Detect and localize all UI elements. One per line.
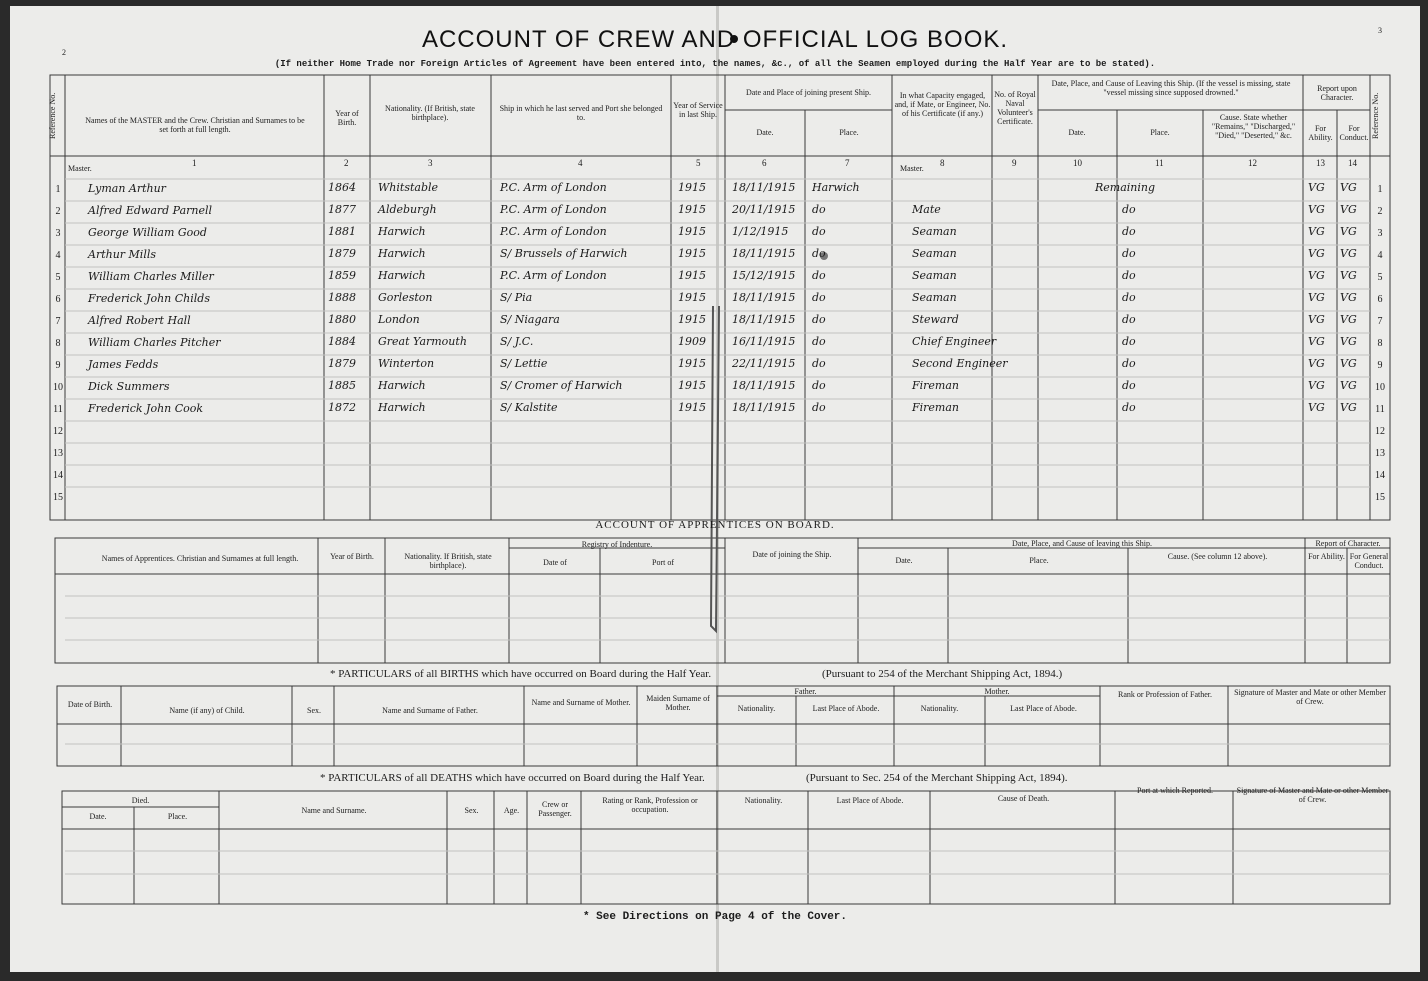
master-label: Master.	[68, 164, 92, 173]
colnum-2: 2	[344, 158, 349, 168]
left-page-number: 2	[62, 48, 66, 57]
row-number: 7	[55, 316, 61, 327]
crew-cell-cause: do	[1122, 335, 1136, 348]
colnum-9: 9	[1012, 158, 1017, 168]
crew-cell-nat: Winterton	[378, 357, 435, 370]
crew-cell-year: 1859	[328, 269, 356, 282]
crew-cell-cap: Seaman	[912, 225, 957, 238]
crew-cell-cause: do	[1122, 247, 1136, 260]
crew-cell-name: Frederick John Childs	[88, 292, 210, 305]
appr-conduct-header: For General Conduct.	[1349, 552, 1389, 570]
crew-cell-cause: do	[1122, 203, 1136, 216]
crew-cell-svc: 1915	[678, 225, 706, 238]
crew-cell-year: 1885	[328, 379, 356, 392]
birth-child-header: Name (if any) of Child.	[169, 706, 245, 715]
crew-cell-co: VG	[1340, 335, 1357, 348]
colnum-8: 8	[940, 158, 945, 168]
crew-cell-ab: VG	[1308, 379, 1325, 392]
death-age-header: Age.	[503, 806, 520, 815]
crew-cell-co: VG	[1340, 225, 1357, 238]
row-number: 1	[1377, 184, 1383, 195]
crew-cell-name: Dick Summers	[88, 380, 170, 393]
col-joining-header: Date and Place of joining present Ship.	[745, 88, 872, 97]
row-number: 6	[1377, 294, 1383, 305]
crew-cell-ship: P.C. Arm of London	[500, 225, 607, 238]
crew-cell-cap: Seaman	[912, 291, 957, 304]
crew-cell-name: James Fedds	[88, 358, 159, 371]
colnum-13: 13	[1316, 158, 1325, 168]
crew-cell-year: 1877	[328, 203, 356, 216]
death-nat-header: Nationality.	[744, 796, 783, 805]
death-signature-header: Signature of Master and Mate or other Member of Crew.	[1236, 786, 1389, 804]
crew-cell-ab: VG	[1308, 269, 1325, 282]
crew-cell-place: Harwich	[812, 181, 860, 194]
col-conduct-header: For Conduct.	[1339, 124, 1369, 142]
crew-cell-nat: Great Yarmouth	[378, 335, 467, 348]
row-number: 4	[55, 250, 61, 261]
crew-cell-year: 1881	[328, 225, 356, 238]
row-number: 10	[53, 382, 63, 393]
crew-cell-cause: do	[1122, 401, 1136, 414]
crew-cell-year: 1888	[328, 291, 356, 304]
crew-cell-name: William Charles Pitcher	[88, 336, 221, 349]
crew-cell-cause: do	[1122, 379, 1136, 392]
crew-cell-cap: Fireman	[912, 401, 959, 414]
crew-cell-svc: 1915	[678, 203, 706, 216]
death-rating-header: Rating or Rank, Profession or occupation.	[602, 796, 698, 814]
footer-note: * See Directions on Page 4 of the Cover.	[582, 911, 848, 923]
crew-cell-svc: 1915	[678, 313, 706, 326]
appr-registry-header: Registry of Indenture.	[581, 540, 653, 549]
row-number: 11	[1375, 404, 1385, 415]
crew-cell-cap: Chief Engineer	[912, 335, 997, 348]
crew-cell-ab: VG	[1308, 313, 1325, 326]
row-number: 8	[55, 338, 61, 349]
birth-mother-header: Mother.	[984, 687, 1010, 696]
row-number: 3	[55, 228, 61, 239]
birth-date-header: Date of Birth.	[67, 700, 113, 709]
master-label-capacity: Master.	[900, 164, 924, 173]
crew-cell-nat: Harwich	[378, 401, 426, 414]
row-number: 6	[55, 294, 61, 305]
crew-cell-year: 1872	[328, 401, 356, 414]
right-page-number: 3	[1378, 26, 1382, 35]
col-ship-header: Ship in which he last served and Port she belonged to.	[499, 104, 663, 122]
crew-cell-co: VG	[1340, 203, 1357, 216]
appr-join-header: Date of joining the Ship.	[752, 550, 832, 559]
death-place-header: Place.	[167, 812, 188, 821]
crew-cell-year: 1879	[328, 247, 356, 260]
colnum-7: 7	[845, 158, 850, 168]
col-year-header: Year of Birth.	[335, 109, 359, 127]
appr-names-header: Names of Apprentices. Christian and Surnames at full length.	[101, 554, 299, 563]
birth-rank-header: Rank or Profession of Father.	[1118, 690, 1212, 699]
crew-cell-name: Arthur Mills	[88, 248, 157, 261]
row-number: 7	[1377, 316, 1383, 327]
crew-cell-place: do	[812, 357, 826, 370]
row-number: 3	[1377, 228, 1383, 239]
row-number: 2	[55, 206, 61, 217]
crew-cell-date: 15/12/1915	[732, 269, 796, 282]
crew-cell-cap: Seaman	[912, 269, 957, 282]
death-crew-header: Crew or Passenger.	[538, 800, 572, 818]
death-name-header: Name and Surname.	[301, 806, 367, 815]
row-number: 15	[53, 492, 63, 503]
crew-cell-ab: VG	[1308, 203, 1325, 216]
crew-cell-cap: Fireman	[912, 379, 959, 392]
appr-leave-place-header: Place.	[1029, 556, 1049, 565]
row-number: 9	[55, 360, 61, 371]
row-number: 13	[53, 448, 63, 459]
col-join-place-header: Place.	[839, 128, 859, 137]
row-number: 11	[53, 404, 63, 415]
crew-cell-place: do	[812, 401, 826, 414]
crew-cell-nat: Aldeburgh	[378, 203, 437, 216]
appr-ability-header: For Ability.	[1308, 552, 1345, 561]
appr-leave-date-header: Date.	[895, 556, 913, 565]
crew-cell-name: William Charles Miller	[88, 270, 214, 283]
row-number: 1	[55, 184, 61, 195]
death-port-header: Port at which Reported.	[1137, 786, 1213, 795]
birth-father-name-header: Name and Surname of Father.	[382, 706, 478, 715]
crew-cell-date: 18/11/1915	[732, 313, 796, 326]
crew-cell-date: 18/11/1915	[732, 181, 796, 194]
birth-mother-name-header: Name and Surname of Mother.	[531, 698, 631, 707]
crew-cell-cause: do	[1122, 291, 1136, 304]
crew-cell-name: Frederick John Cook	[88, 402, 204, 415]
crew-cell-svc: 1915	[678, 357, 706, 370]
crew-cell-nat: Whitstable	[378, 181, 439, 194]
crew-cell-place: do	[812, 313, 826, 326]
colnum-5: 5	[696, 158, 701, 168]
crew-cell-cap: Steward	[912, 313, 959, 326]
crew-cell-date: 22/11/1915	[732, 357, 796, 370]
birth-signature-header: Signature of Master and Mate or other Member of Crew.	[1234, 688, 1386, 706]
births-act: (Pursuant to 254 of the Merchant Shipping Act, 1894.)	[822, 668, 1063, 680]
crew-cell-ship: S/ Lettie	[500, 357, 548, 370]
crew-cell-date: 18/11/1915	[732, 379, 796, 392]
births-title: * PARTICULARS of all BIRTHS which have occurred on Board during the Half Year.	[330, 668, 712, 680]
colnum-10: 10	[1073, 158, 1082, 168]
crew-cell-nat: Harwich	[378, 247, 426, 260]
crew-cell-year: 1879	[328, 357, 356, 370]
crew-cell-co: VG	[1340, 379, 1357, 392]
crew-cell-cap: Seaman	[912, 247, 957, 260]
crew-cell-ab: VG	[1308, 247, 1325, 260]
row-number: 15	[1375, 492, 1385, 503]
crew-cell-ship: S/ Brussels of Harwich	[500, 247, 628, 260]
apprentices-title: ACCOUNT OF APPRENTICES ON BOARD.	[595, 519, 835, 531]
crew-cell-nat: London	[378, 313, 420, 326]
crew-cell-date: 18/11/1915	[732, 291, 796, 304]
col-join-date-header: Date.	[756, 128, 774, 137]
col-ability-header: For Ability.	[1308, 124, 1333, 142]
crew-cell-co: VG	[1340, 269, 1357, 282]
crew-cell-svc: 1915	[678, 269, 706, 282]
crew-cell-ab: VG	[1308, 357, 1325, 370]
crew-cell-ab: VG	[1308, 335, 1325, 348]
crew-cell-name: George William Good	[88, 226, 207, 239]
crew-cell-date: 20/11/1915	[732, 203, 796, 216]
colnum-3: 3	[428, 158, 433, 168]
row-number: 12	[1375, 426, 1385, 437]
crew-cell-co: VG	[1340, 313, 1357, 326]
crew-cell-ship: S/ J.C.	[500, 335, 534, 348]
row-number: 4	[1377, 250, 1383, 261]
death-died-header: Died.	[131, 796, 150, 805]
col-leaving-header: Date, Place, and Cause of Leaving this Ship. (If the vessel is missing, state "vessel missing since supposed drowned."	[1051, 79, 1291, 97]
col-rnv-header: No. of Royal Naval Volunteer's Certificate.	[994, 90, 1036, 126]
row-number: 8	[1377, 338, 1383, 349]
colnum-14: 14	[1348, 158, 1357, 168]
crew-cell-year: 1880	[328, 313, 356, 326]
crew-cell-name: Alfred Robert Hall	[88, 314, 191, 327]
crew-cell-svc: 1915	[678, 401, 706, 414]
crew-cell-place: do	[812, 203, 826, 216]
crew-cell-year: 1864	[328, 181, 356, 194]
colnum-4: 4	[578, 158, 583, 168]
crew-cell-date: 18/11/1915	[732, 401, 796, 414]
col-capacity-header: In what Capacity engaged, and, if Mate, or Engineer, No. of his Certificate (if any.)	[894, 91, 991, 118]
crew-cell-cause: do	[1122, 225, 1136, 238]
crew-cell-cause: do	[1122, 313, 1136, 326]
crew-cell-ship: P.C. Arm of London	[500, 269, 607, 282]
crew-cell-place: do	[812, 335, 826, 348]
row-number: 12	[53, 426, 63, 437]
row-number: 9	[1377, 360, 1383, 371]
appr-reg-date-header: Date of	[543, 558, 567, 567]
crew-cell-date: 1/12/1915	[732, 225, 789, 238]
crew-cell-co: VG	[1340, 247, 1357, 260]
col-cause-header: Cause. State whether "Remains," "Discharged," "Died," "Deserted," &c.	[1211, 113, 1296, 140]
row-number: 2	[1377, 206, 1383, 217]
crew-cell-co: VG	[1340, 181, 1357, 194]
appr-leave-header: Date, Place, and Cause of leaving this Ship.	[1012, 539, 1152, 548]
page-title: ACCOUNT OF CREW AND OFFICIAL LOG BOOK.	[421, 26, 1009, 53]
birth-father-header: Father.	[794, 687, 817, 696]
col-names-header: Names of the MASTER and the Crew. Christian and Surnames to be set forth at full length.	[85, 116, 305, 134]
death-abode-header: Last Place of Abode.	[836, 796, 904, 805]
col-leave-date-header: Date.	[1068, 128, 1086, 137]
crew-cell-cap: Mate	[912, 203, 941, 216]
birth-father-nat-header: Nationality.	[737, 704, 776, 713]
death-date-header: Date.	[89, 812, 107, 821]
crew-cell-place: do	[812, 247, 826, 260]
crew-cell-svc: 1915	[678, 291, 706, 304]
crew-cell-svc: 1915	[678, 379, 706, 392]
page-subtitle: (If neither Home Trade nor Foreign Articles of Agreement have been entered into, the names, &c., of all the Seamen employed during the Half Year are to be stated).	[274, 59, 1156, 69]
crew-cell-ab: VG	[1308, 225, 1325, 238]
birth-maiden-header: Maiden Surname of Mother.	[646, 694, 710, 712]
row-number: 14	[1375, 470, 1385, 481]
deaths-title: * PARTICULARS of all DEATHS which have occurred on Board during the Half Year.	[320, 772, 705, 784]
col-service-header: Year of Service in last Ship.	[673, 101, 723, 119]
crew-cell-ship: P.C. Arm of London	[500, 203, 607, 216]
row-number: 14	[53, 470, 63, 481]
colnum-11: 11	[1155, 158, 1164, 168]
birth-father-abode-header: Last Place of Abode.	[812, 704, 880, 713]
crew-cell-co: VG	[1340, 357, 1357, 370]
crew-cell-place: do	[812, 291, 826, 304]
ruled-grid	[10, 6, 1420, 972]
deaths-act: (Pursuant to Sec. 254 of the Merchant Shipping Act, 1894).	[806, 772, 1068, 784]
birth-mother-abode-header: Last Place of Abode.	[1010, 704, 1077, 713]
crew-cell-nat: Harwich	[378, 225, 426, 238]
row-number: 10	[1375, 382, 1385, 393]
col-nationality-header: Nationality. (If British, state birthplace).	[385, 104, 475, 122]
crew-cell-nat: Gorleston	[378, 291, 433, 304]
crew-cell-nat: Harwich	[378, 269, 426, 282]
crew-cell-ab: VG	[1308, 401, 1325, 414]
appr-reg-port-header: Port of	[652, 558, 674, 567]
death-sex-header: Sex.	[464, 806, 479, 815]
crew-cell-place: do	[812, 269, 826, 282]
appr-nat-header: Nationality. If British, state birthplace).	[404, 552, 492, 570]
colnum-1: 1	[192, 158, 197, 168]
crew-cell-nat: Harwich	[378, 379, 426, 392]
appr-year-header: Year of Birth.	[330, 552, 374, 561]
ref-header-right: Reference No.	[1371, 92, 1380, 140]
colnum-6: 6	[762, 158, 767, 168]
birth-mother-nat-header: Nationality.	[920, 704, 959, 713]
crew-cell-place: do	[812, 225, 826, 238]
crew-cell-name: Lyman Arthur	[88, 182, 166, 195]
col-character-header: Report upon Character.	[1317, 84, 1357, 102]
appr-leave-cause-header: Cause. (See column 12 above).	[1167, 552, 1268, 561]
row-number: 13	[1375, 448, 1385, 459]
birth-sex-header: Sex.	[307, 706, 321, 715]
crew-cell-ab: VG	[1308, 181, 1325, 194]
appr-report-header: Report of Character.	[1315, 539, 1381, 548]
row-number: 5	[1377, 272, 1383, 283]
col-leave-place-header: Place.	[1150, 128, 1170, 137]
death-cause-header: Cause of Death.	[997, 794, 1050, 803]
crew-cell-year: 1884	[328, 335, 356, 348]
ref-header-left: Reference No.	[48, 92, 57, 140]
crew-cell-svc: 1915	[678, 247, 706, 260]
crew-cell-ship: S/ Cromer of Harwich	[500, 379, 623, 392]
crew-cell-cause: do	[1122, 357, 1136, 370]
crew-cell-co: VG	[1340, 291, 1357, 304]
crew-cell-cause: Remaining	[1095, 181, 1156, 194]
crew-cell-ship: S/ Kalstite	[500, 401, 558, 414]
crew-cell-svc: 1909	[678, 335, 706, 348]
crew-cell-ship: P.C. Arm of London	[500, 181, 607, 194]
crew-cell-name: Alfred Edward Parnell	[88, 204, 213, 217]
crew-cell-cap: Second Engineer	[912, 357, 1008, 370]
crew-cell-date: 16/11/1915	[732, 335, 796, 348]
crew-cell-ship: S/ Pia	[500, 291, 533, 304]
crew-cell-co: VG	[1340, 401, 1357, 414]
row-number: 5	[55, 272, 61, 283]
colnum-12: 12	[1248, 158, 1257, 168]
crew-cell-cause: do	[1122, 269, 1136, 282]
crew-cell-svc: 1915	[678, 181, 706, 194]
log-book-page	[10, 6, 1420, 972]
crew-cell-ab: VG	[1308, 291, 1325, 304]
crew-cell-date: 18/11/1915	[732, 247, 796, 260]
crew-cell-ship: S/ Niagara	[500, 313, 560, 326]
crew-cell-place: do	[812, 379, 826, 392]
